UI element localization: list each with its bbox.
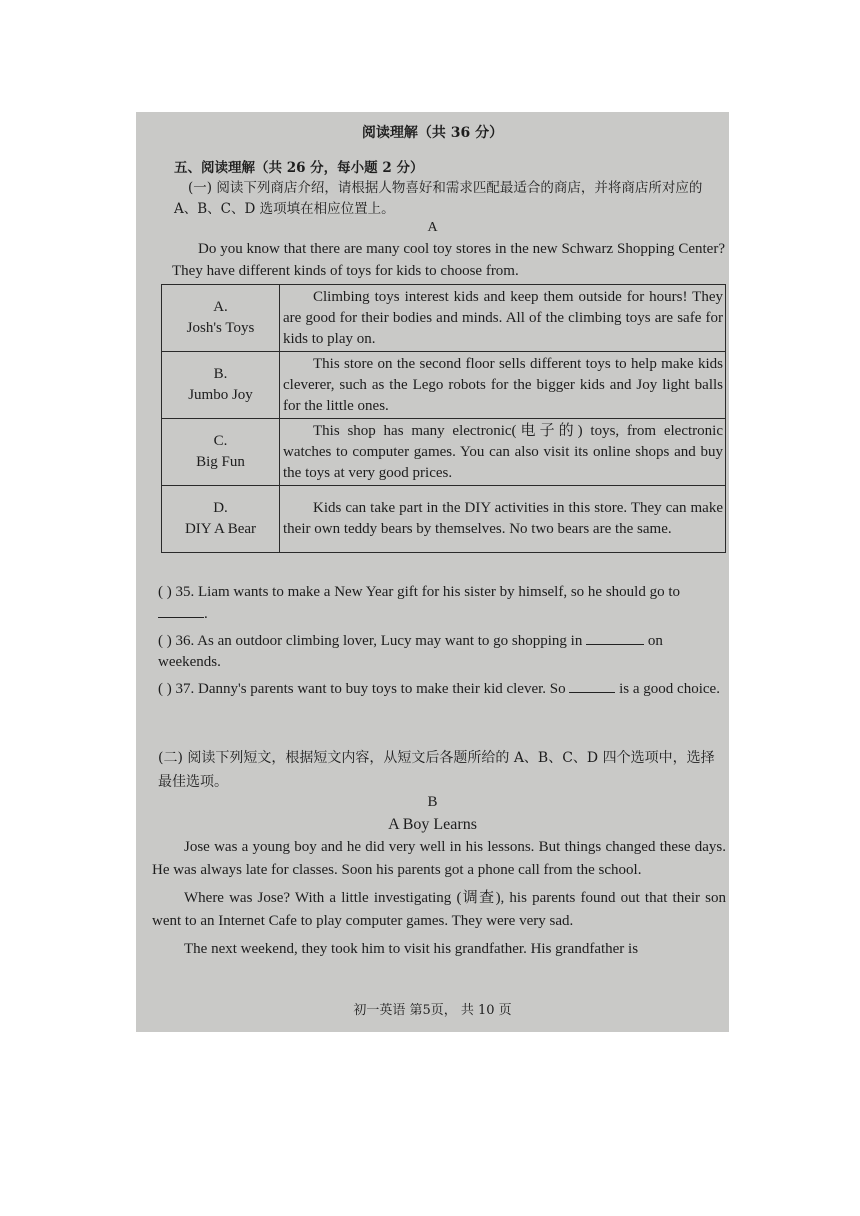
passage-paragraph: Where was Jose? With a little investigating (调查), his parents found out that their son went to an Internet Cafe to play computer games. They were very sad. xyxy=(152,890,726,929)
question-text: 37. Danny's parents want to buy toys to make their kid clever. So xyxy=(175,681,566,697)
question-text-after: is a good choice. xyxy=(615,681,720,697)
store-name: Big Fun xyxy=(196,454,245,470)
answer-paren[interactable]: ( ) xyxy=(158,681,172,697)
store-name-cell xyxy=(162,352,280,419)
answer-paren[interactable]: ( ) xyxy=(158,633,172,649)
store-letter: A. xyxy=(213,299,228,315)
answer-paren[interactable]: ( ) xyxy=(158,584,172,600)
passage-paragraph: The next weekend, they took him to visit his grandfather. His grandfather is xyxy=(184,941,639,957)
passage-a-intro: Do you know that there are many cool toy stores in the new Schwarz Shopping Center? They have different kinds of toys for kids to choose from. xyxy=(172,241,725,279)
store-description: Kids can take part in the DIY activities in this store. They can make their own teddy bears by themselves. No two bears are the same. xyxy=(280,486,726,553)
question-text-after: on weekends. xyxy=(158,633,663,670)
answer-blank[interactable] xyxy=(158,603,204,618)
store-letter: D. xyxy=(213,500,228,516)
question-36 xyxy=(158,630,728,673)
question-text: 35. Liam wants to make a New Year gift for his sister by himself, so he should go to xyxy=(175,584,681,600)
store-row xyxy=(162,285,726,352)
store-name: Josh's Toys xyxy=(186,320,255,336)
store-description: This shop has many electronic(电子的) toys, from electronic watches to computer games. You can also visit its online shops and buy the toys at very good prices. xyxy=(280,419,726,486)
passage-b-letter: B xyxy=(427,794,438,810)
store-name-cell xyxy=(162,285,280,352)
store-table xyxy=(161,284,726,553)
question-text: 36. As an outdoor climbing lover, Lucy may want to go shopping in xyxy=(175,633,583,649)
store-name: DIY A Bear xyxy=(184,521,257,537)
exam-page xyxy=(136,112,729,1032)
store-name: Jumbo Joy xyxy=(188,387,253,403)
store-name-cell xyxy=(162,486,280,553)
passage-paragraph: Jose was a young boy and he did very well in his lessons. But things changed these days. He was always late for classes. Soon his parents got a phone call from the school. xyxy=(152,839,726,878)
store-row xyxy=(162,486,726,553)
store-description: Climbing toys interest kids and keep them outside for hours! They are good for their bodies and minds. All of the climbing toys are safe for kids to play on. xyxy=(280,285,726,352)
store-name-cell xyxy=(162,419,280,486)
section-five-heading: 五、阅读理解（共 26 分，每小题 2 分） xyxy=(174,160,424,176)
store-row xyxy=(162,352,726,419)
section-b-instruction: (二) 阅读下列短文，根据短文内容，从短文后各题所给的 A、B、C、D 四个选项中，选择最佳选项。 xyxy=(158,750,715,790)
passage-a-letter: A xyxy=(427,220,438,235)
question-text-after: . xyxy=(204,606,208,622)
page-heading: 阅读理解（共 36 分） xyxy=(361,125,504,141)
store-description: This store on the second floor sells different toys to help make kids cleverer, such as the Lego robots for the bigger kids and Joy light balls for the little ones. xyxy=(280,352,726,419)
answer-blank[interactable] xyxy=(586,630,644,645)
page-footer: 初一英语 第5页， 共 10 页 xyxy=(353,1003,512,1018)
section-five-instruction: (一) 阅读下列商店介绍，请根据人物喜好和需求匹配最适合的商店，并将商店所对应的 A、B、C、D 选项填在相应位置上。 xyxy=(174,180,703,217)
store-letter: C. xyxy=(213,433,228,449)
passage-b-body xyxy=(152,836,726,966)
passage-b-title: A Boy Learns xyxy=(388,816,477,833)
store-row xyxy=(162,419,726,486)
question-35 xyxy=(158,582,728,625)
store-letter: B. xyxy=(213,366,228,382)
answer-blank[interactable] xyxy=(569,678,615,693)
question-37 xyxy=(158,678,728,700)
